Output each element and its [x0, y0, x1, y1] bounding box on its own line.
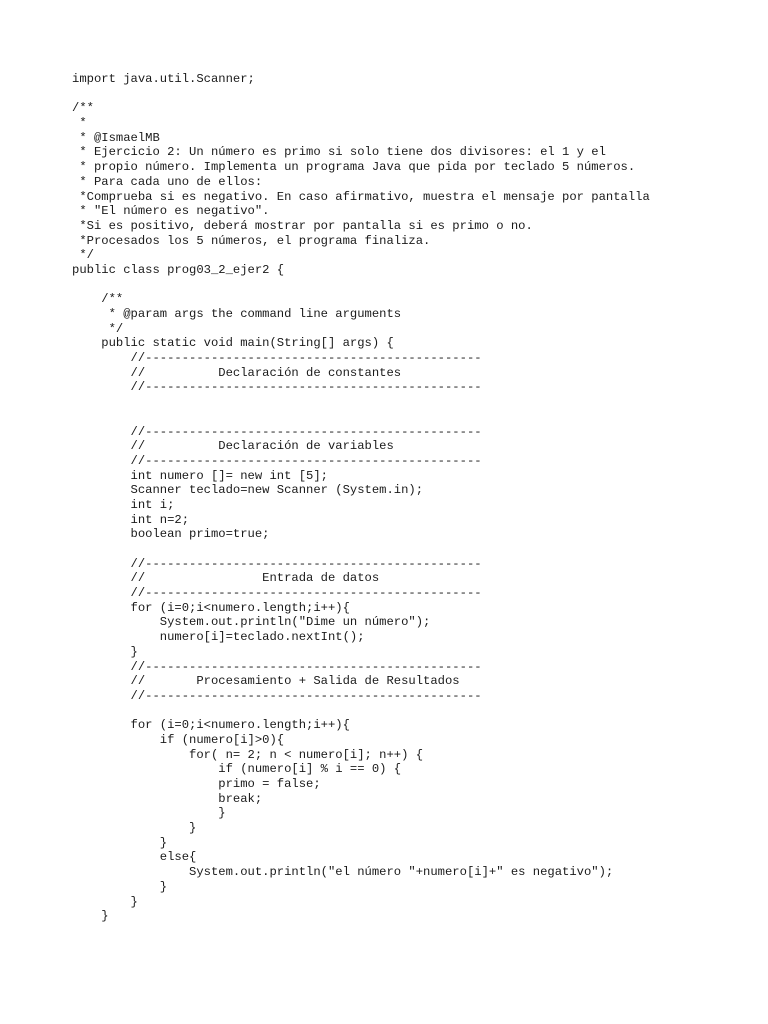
code-line: // Declaración de variables: [72, 439, 394, 454]
code-line: numero[i]=teclado.nextInt();: [72, 630, 365, 645]
code-line: * Para cada uno de ellos:: [72, 174, 263, 189]
code-line: //----------------------------------------------: [72, 351, 482, 366]
code-line: break;: [72, 791, 263, 806]
code-line: //----------------------------------------------: [72, 586, 482, 601]
code-line: if (numero[i] % i == 0) {: [72, 762, 402, 777]
code-line: int n=2;: [72, 512, 190, 527]
code-line: /**: [72, 292, 124, 307]
code-line: System.out.println("Dime un número");: [72, 615, 431, 630]
code-line: }: [72, 644, 138, 659]
code-line: // Declaración de constantes: [72, 365, 402, 380]
code-line: * Ejercicio 2: Un número es primo si solo tiene dos divisores: el 1 y el: [72, 145, 606, 160]
code-line: *Procesados los 5 números, el programa finaliza.: [72, 233, 431, 248]
code-line: }: [72, 909, 109, 924]
code-line: }: [72, 894, 138, 909]
code-line: /**: [72, 101, 94, 116]
code-line: }: [72, 835, 168, 850]
code-line: for (i=0;i<numero.length;i++){: [72, 600, 350, 615]
code-line: *Si es positivo, deberá mostrar por pantalla si es primo o no.: [72, 218, 533, 233]
code-line: public static void main(String[] args) {: [72, 336, 394, 351]
code-line: public class prog03_2_ejer2 {: [72, 262, 285, 277]
code-document: [72, 72, 752, 924]
code-line: //----------------------------------------------: [72, 556, 482, 571]
code-line: */: [72, 321, 124, 336]
code-line: boolean primo=true;: [72, 527, 270, 542]
code-line: * @IsmaelMB: [72, 130, 160, 145]
code-line: }: [72, 879, 168, 894]
code-line: //----------------------------------------------: [72, 380, 482, 395]
code-line: [72, 278, 752, 293]
code-line: if (numero[i]>0){: [72, 732, 285, 747]
code-line: for (i=0;i<numero.length;i++){: [72, 718, 350, 733]
code-line: [72, 704, 752, 719]
code-line: // Procesamiento + Salida de Resultados: [72, 674, 460, 689]
code-line: else{: [72, 850, 197, 865]
code-line: for( n= 2; n < numero[i]; n++) {: [72, 747, 424, 762]
code-line: [72, 395, 752, 410]
code-line: *Comprueba si es negativo. En caso afirmativo, muestra el mensaje por pantalla: [72, 189, 650, 204]
code-line: int i;: [72, 497, 175, 512]
code-line: */: [72, 248, 94, 263]
code-line: Scanner teclado=new Scanner (System.in);: [72, 483, 424, 498]
code-line: int numero []= new int [5];: [72, 468, 328, 483]
code-line: primo = false;: [72, 777, 321, 791]
code-line: * @param args the command line arguments: [72, 307, 402, 321]
code-line: //----------------------------------------------: [72, 424, 482, 439]
code-line: //----------------------------------------------: [72, 453, 482, 468]
code-line: [72, 87, 752, 102]
code-line: *: [72, 116, 87, 131]
code-line: * propio número. Implementa un programa Java que pida por teclado 5 números.: [72, 160, 636, 175]
code-line: [72, 542, 752, 557]
code-line: }: [72, 806, 226, 821]
code-line: // Entrada de datos: [72, 571, 380, 586]
code-line: import java.util.Scanner;: [72, 72, 255, 86]
code-line: * "El número es negativo".: [72, 204, 270, 219]
code-line: }: [72, 821, 197, 836]
code-line: //----------------------------------------------: [72, 659, 482, 674]
code-line: [72, 410, 752, 425]
code-line: //----------------------------------------------: [72, 688, 482, 703]
code-line: System.out.println("el número "+numero[i]+" es negativo");: [72, 865, 614, 880]
